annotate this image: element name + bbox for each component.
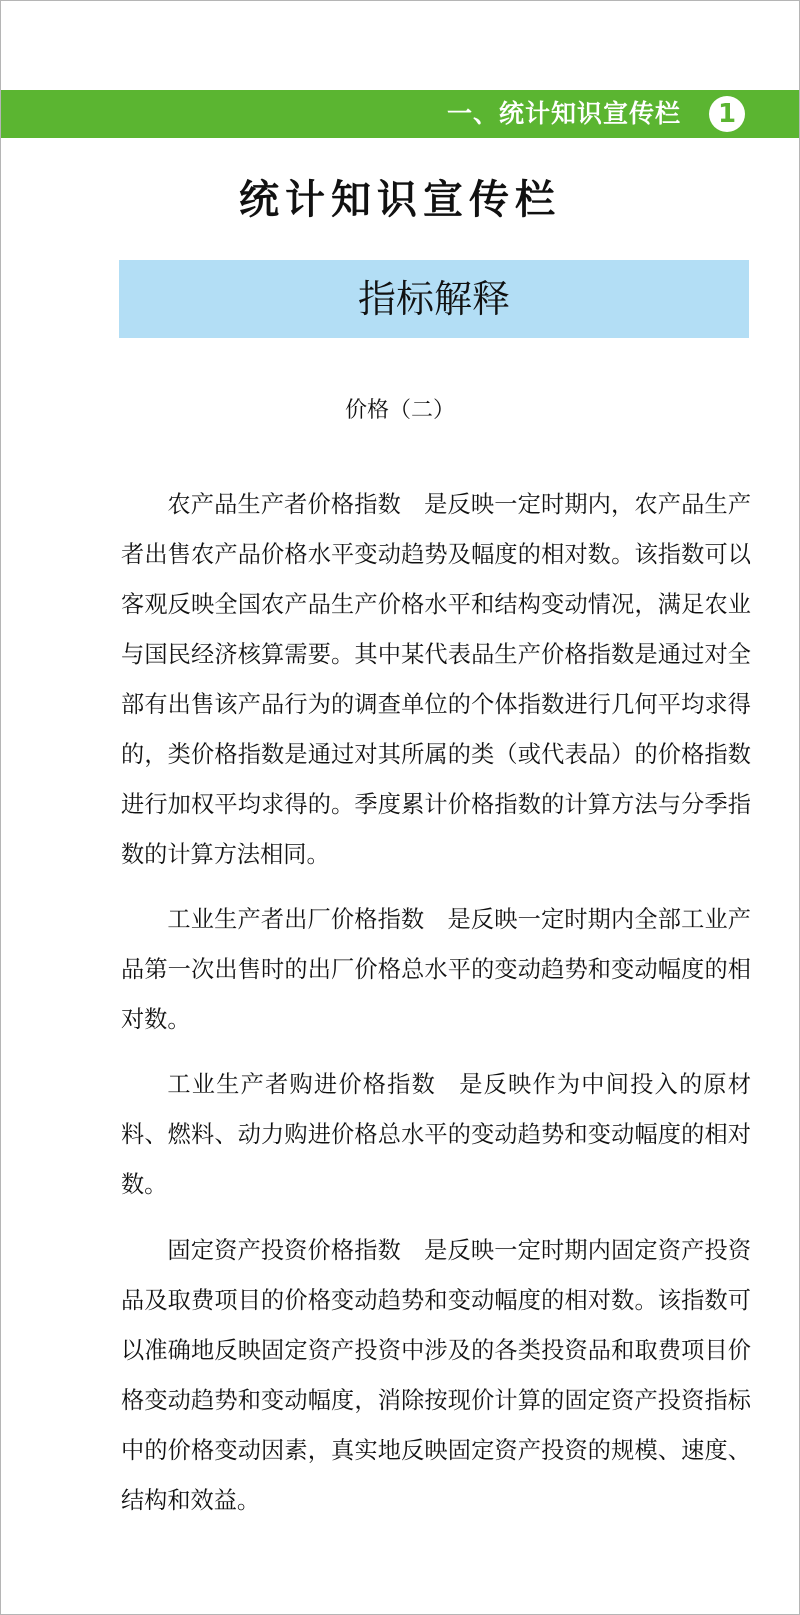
paragraph-term: 固定资产投资价格指数 bbox=[167, 1237, 401, 1265]
paragraph-industrial-purchase-price-index bbox=[121, 1060, 751, 1210]
paragraph-body: 是反映作为中间投入的原材料、燃料、动力购进价格总水平的变动趋势和变动幅度的相对数。 bbox=[121, 1071, 752, 1199]
paragraph-agricultural-price-index bbox=[121, 480, 751, 880]
subtitle-banner bbox=[119, 260, 749, 338]
page-title: 统计知识宣传栏 bbox=[239, 177, 561, 223]
paragraph-term: 工业生产者出厂价格指数 bbox=[167, 906, 425, 934]
section-number-badge: 1 bbox=[709, 96, 745, 132]
paragraph-industrial-output-price-index bbox=[121, 895, 751, 1045]
paragraph-body: 是反映一定时期内全部工业产品第一次出售时的出厂价格总水平的变动趋势和变动幅度的相对数。 bbox=[121, 906, 751, 1034]
section-header-bar bbox=[1, 90, 799, 138]
section-header-label: 一、统计知识宣传栏 bbox=[446, 99, 681, 128]
section-heading: 价格（二） bbox=[344, 398, 455, 423]
paragraph-fixed-asset-investment-price-index bbox=[121, 1226, 751, 1526]
paragraph-term: 农产品生产者价格指数 bbox=[167, 491, 401, 519]
paragraph-term: 工业生产者购进价格指数 bbox=[167, 1071, 437, 1099]
paragraph-body: 是反映一定时期内固定资产投资品及取费项目的价格变动趋势和变动幅度的相对数。该指数可以准确地反映固定资产投资中涉及的各类投资品和取费项目价格变动趋势和变动幅度，消除按现价计算的固定资产投资指标中的价格变动因素，真实地反映固定资产投资的规模、速度、结构和效益。 bbox=[121, 1237, 752, 1515]
subtitle-text: 指标解释 bbox=[357, 277, 510, 321]
paragraph-body: 是反映一定时期内，农产品生产者出售农产品价格水平变动趋势及幅度的相对数。该指数可以客观反映全国农产品生产价格水平和结构变动情况，满足农业与国民经济核算需要。其中某代表品生产价格指数是通过对全部有出售该产品行为的调查单位的个体指数进行几何平均求得的，类价格指数是通过对其所属的类（或代表品）的价格指数进行加权平均求得的。季度累计价格指数的计算方法与分季指数的计算方法相同。 bbox=[121, 491, 752, 869]
